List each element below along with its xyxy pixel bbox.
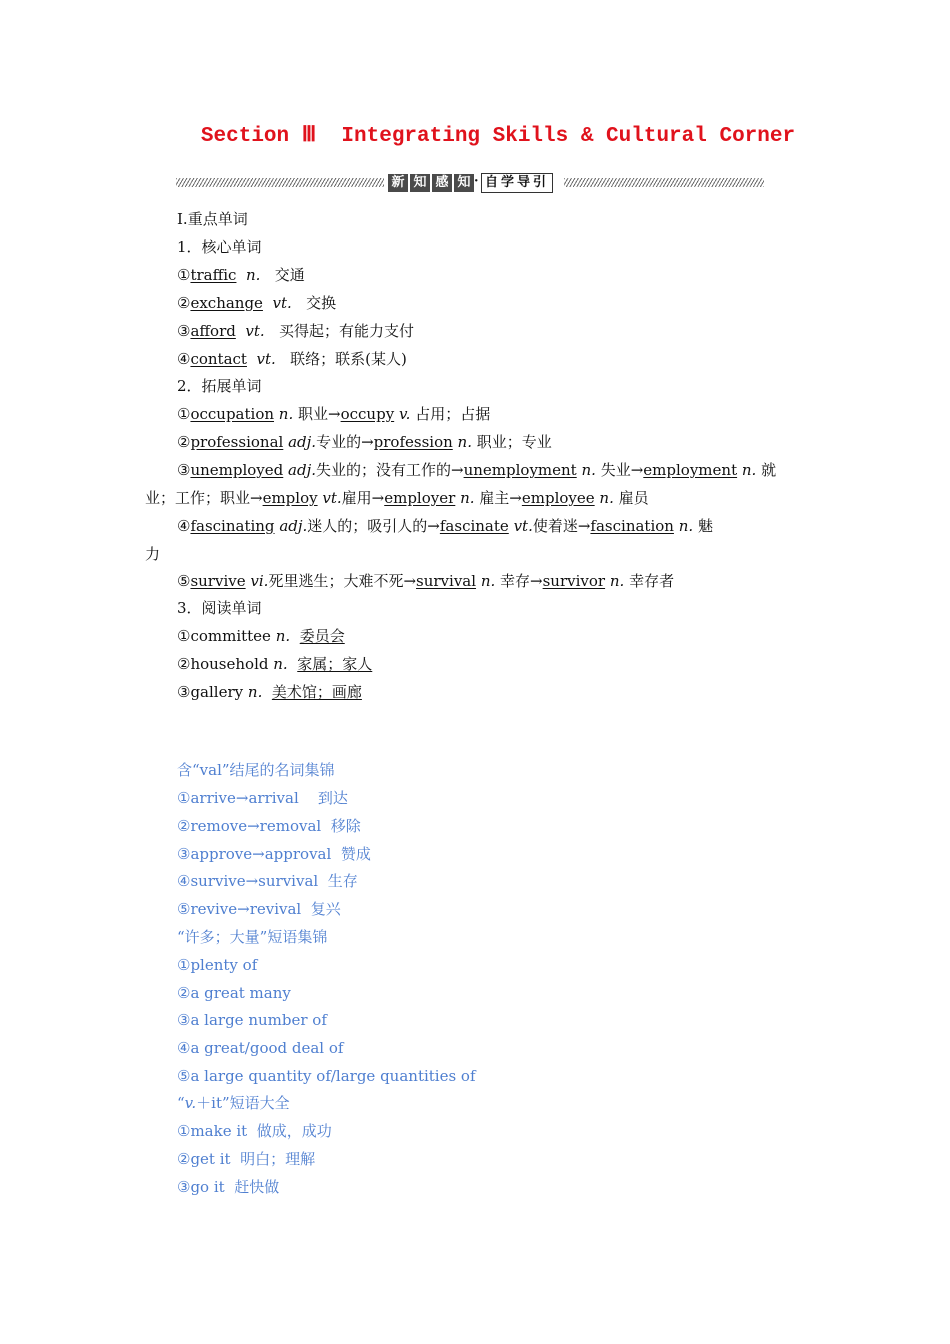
vocab-item: ⑤survive vi.死里逃生；大难不死→survival n. 幸存→survivor n. 幸存者 — [177, 572, 675, 590]
section-banner — [176, 173, 764, 193]
note-item: ⑤a large quantity of/large quantities of — [177, 1067, 476, 1085]
note-item: ③a large number of — [177, 1011, 327, 1029]
vocab-item: ①occupation n. 职业→occupy v. 占用；占据 — [177, 405, 491, 423]
note-item: ①plenty of — [177, 956, 258, 974]
banner-hatch-right — [564, 178, 764, 187]
vocab-item: ④fascinating adj.迷人的；吸引人的→fascinate vt.使着迷→fascination n. 魅 — [177, 517, 713, 535]
vocab-item: ③afford vt. 买得起；有能力支付 — [177, 322, 415, 340]
banner-tag-self-study: 自学导引 — [481, 173, 553, 193]
note-heading: “v.＋it”短语大全 — [177, 1094, 290, 1112]
note-item: ①arrive→arrival 到达 — [177, 789, 348, 807]
banner-tag-char: 知 — [410, 174, 430, 192]
vocab-word: afford — [190, 322, 236, 340]
section-heading: Ⅰ.重点单词 — [177, 210, 248, 228]
note-item: ③approve→approval 赞成 — [177, 845, 371, 863]
vocab-item: ②professional adj.专业的→profession n. 职业；专业 — [177, 433, 552, 451]
banner-tag-char: 新 — [388, 174, 408, 192]
vocab-item: ①traffic n. 交通 — [177, 266, 305, 284]
note-heading: “许多；大量”短语集锦 — [177, 928, 328, 946]
note-item: ②a great many — [177, 984, 291, 1002]
banner-tag-new-knowledge — [388, 174, 476, 192]
subsection-heading: 1．核心单词 — [177, 238, 262, 256]
banner-tag-char: 感 — [432, 174, 452, 192]
note-heading: 含“val”结尾的名词集锦 — [177, 761, 335, 779]
vocab-item: ③unemployed adj.失业的；没有工作的→unemployment n. 失业→employment n. 就 — [177, 461, 777, 479]
subsection-heading: 2．拓展单词 — [177, 377, 262, 395]
page-title: Section Ⅲ Integrating Skills & Cultural Corner — [200, 125, 796, 148]
note-item: ④survive→survival 生存 — [177, 872, 358, 890]
vocab-item: ③gallery n. 美术馆；画廊 — [177, 683, 362, 701]
vocab-word: traffic — [190, 266, 237, 284]
vocab-item: ②household n. 家属；家人 — [177, 655, 373, 673]
note-item: ⑤revive→revival 复兴 — [177, 900, 341, 918]
vocab-item: ④contact vt. 联络；联系(某人) — [177, 350, 407, 368]
banner-hatch-left — [176, 178, 384, 187]
vocab-word: exchange — [190, 294, 263, 312]
vocab-item-continued: 业；工作；职业→employ vt.雇用→employer n. 雇主→employee n. 雇员 — [145, 489, 649, 507]
subsection-heading: 3．阅读单词 — [177, 599, 262, 617]
banner-separator: · — [474, 174, 479, 189]
vocab-word: contact — [190, 350, 247, 368]
vocab-item-continued: 力 — [145, 545, 161, 563]
note-item: ①make it 做成，成功 — [177, 1122, 332, 1140]
note-item: ②remove→removal 移除 — [177, 817, 361, 835]
banner-tag-char: 知 — [454, 174, 474, 192]
note-item: ②get it 明白；理解 — [177, 1150, 316, 1168]
vocab-item: ②exchange vt. 交换 — [177, 294, 337, 312]
note-item: ③go it 赶快做 — [177, 1178, 280, 1196]
vocab-item: ①committee n. 委员会 — [177, 627, 345, 645]
note-item: ④a great/good deal of — [177, 1039, 344, 1057]
